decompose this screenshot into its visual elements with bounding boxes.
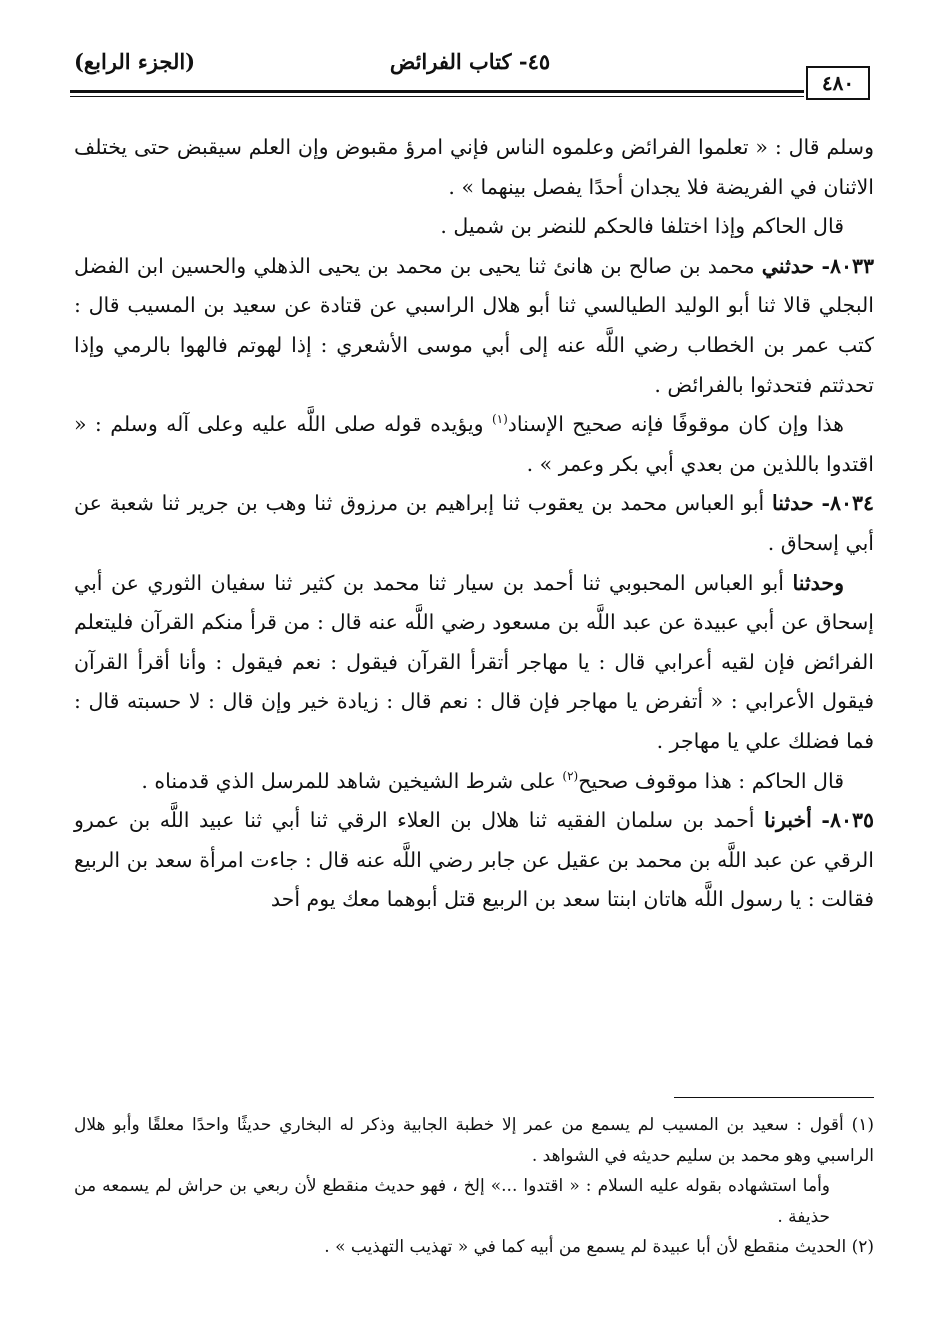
- paragraph-text: وسلم قال : « تعلموا الفرائض وعلموه الناس فإني امرؤ مقبوض وإن العلم سيقبض حتى يختلف الاثنان في الفريضة فلا يجدان أحدًا يفصل بينهما » .: [74, 135, 874, 199]
- footnote-separator: [674, 1097, 874, 1098]
- book-title: ٤٥- كتاب الفرائض: [389, 49, 551, 74]
- footnote-text: الحديث منقطع لأن أبا عبيدة لم يسمع من أبيه كما في « تهذيب التهذيب » .: [324, 1237, 847, 1257]
- hadith-lead: حدثني: [761, 253, 815, 278]
- footnote-marker: (٢): [851, 1237, 874, 1257]
- paragraph-text: محمد بن صالح بن هانئ ثنا يحيى بن محمد بن يحيى الذهلي والحسين ابن الفضل البجلي قالا ثنا أبو الوليد الطيالسي ثنا أبو هلال الراسبي عن قتادة عن سعيد بن المسيب قال : كتب عمر بن الخطاب رضي اللَّه عنه إلى أبي موسى الأشعري : إذا لهوتم فالهوا بالرمي وإذا تحدثتم فتحدثوا بالفرائض .: [74, 253, 874, 397]
- hadith-lead: حدثنا: [772, 491, 814, 516]
- footnotes: [74, 1110, 874, 1263]
- page-number: ٤٨٠: [806, 66, 870, 100]
- hadith-lead: وحدثنا: [792, 570, 844, 595]
- footnote: [74, 1110, 874, 1171]
- hadith-8034: [74, 484, 874, 563]
- paragraph-text: قال الحاكم : هذا موقوف صحيح: [578, 768, 844, 793]
- footnote-text: أقول : سعيد بن المسيب لم يسمع من عمر إلا خطبة الجابية وذكر له البخاري حديثًا واحدًا معلقًا وأبو هلال الراسبي وهو محمد بن سليم حديثه في الشواهد .: [74, 1115, 874, 1166]
- paragraph-text: قال الحاكم وإذا اختلفا فالحكم للنضر بن شميل .: [440, 214, 844, 239]
- paragraph: [74, 207, 874, 247]
- hadith-lead: أخبرنا: [764, 808, 812, 833]
- footnote-continuation: [74, 1171, 874, 1232]
- header-rule-thin: [70, 96, 804, 97]
- paragraph-text: هذا وإن كان موقوفًا فإنه صحيح الإسناد: [507, 412, 844, 437]
- footnote-marker: (١): [851, 1115, 874, 1135]
- page-header: [70, 40, 870, 102]
- footnote-text: وأما استشهاده بقوله عليه السلام : « اقتدوا ...» إلخ ، فهو حديث منقطع لأن ربعي بن حراش لم يسمعه من حذيفة .: [74, 1176, 831, 1227]
- paragraph-text: على شرط الشيخين شاهد للمرسل الذي قدمناه .: [141, 768, 563, 793]
- paragraph: [74, 762, 874, 802]
- paragraph-text: أبو العباس المحبوبي ثنا أحمد بن سيار ثنا محمد بن كثير ثنا سفيان الثوري عن أبي إسحاق عن أبي عبيدة عن عبد اللَّه بن مسعود رضي اللَّه عنه قال : من قرأ منكم القرآن فليتعلم الفرائض فإن لقيه أعرابي قال : يا مهاجر أتقرأ القرآن فيقول : نعم فيقول : وأنا أقرأ القرآن فيقول الأعرابي : « أتفرض يا مهاجر فإن قال : نعم قال : زيادة خير وإن قال : لا حسبته قال : فما فضلك علي يا مهاجر .: [74, 570, 874, 753]
- part-title: (الجزء الرابع): [74, 49, 196, 74]
- paragraph-text: أحمد بن سلمان الفقيه ثنا هلال بن العلاء الرقي ثنا أبي ثنا عبيد اللَّه بن عمرو الرقي عن عبد اللَّه بن محمد بن عقيل عن جابر رضي اللَّه عنه قال : جاءت امرأة سعد بن الربيع فقالت : يا رسول اللَّه هاتان ابنتا سعد بن الربيع قتل أبوهما معك يوم أحد: [74, 808, 874, 912]
- paragraph: [74, 405, 874, 484]
- footnote-ref: (١): [491, 412, 508, 427]
- hadith-8033: [74, 247, 874, 405]
- header-rule: [70, 90, 804, 93]
- hadith-number: ٨٠٣٣-: [821, 253, 874, 278]
- paragraph: [74, 128, 874, 207]
- main-text: [74, 128, 874, 920]
- hadith-number: ٨٠٣٤-: [821, 491, 874, 516]
- paragraph: [74, 564, 874, 762]
- footnote-ref: (٢): [562, 768, 579, 783]
- paragraph-text: ويؤيده قوله صلى اللَّه عليه وعلى آله وسلم : « اقتدوا باللذين من بعدي أبي بكر وعمر » .: [74, 412, 874, 476]
- hadith-8035: [74, 801, 874, 920]
- footnote: [74, 1232, 874, 1263]
- paragraph-text: أبو العباس محمد بن يعقوب ثنا إبراهيم بن مرزوق ثنا وهب بن جرير ثنا شعبة عن أبي إسحاق .: [74, 491, 874, 555]
- hadith-number: ٨٠٣٥-: [821, 808, 874, 833]
